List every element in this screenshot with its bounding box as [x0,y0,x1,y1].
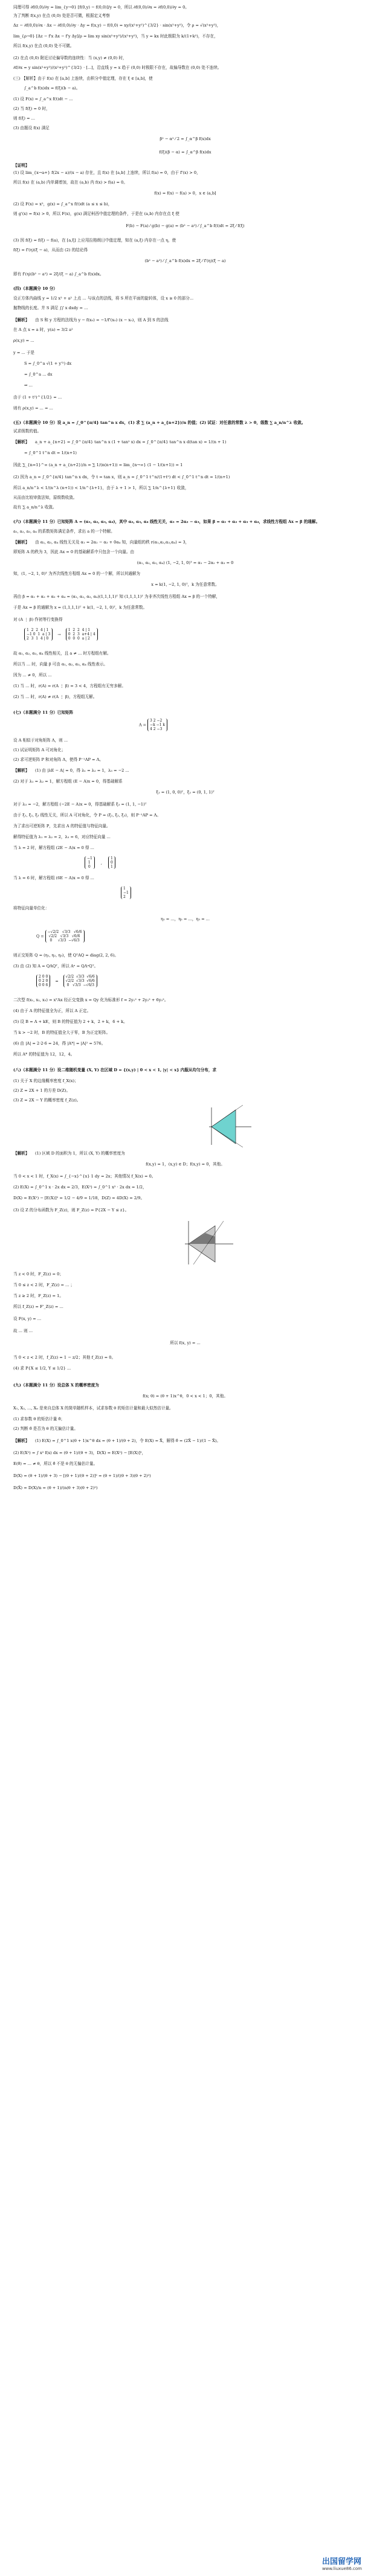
s7-line-12: 当 λ = 6 时，解方程组 (6E − A)x = 0 得 ... [13,876,94,880]
s4-line-5: ρ(x,y) = ... [13,338,34,343]
s2-line-7: 则 f(ξ) = ... [13,116,35,121]
s7-line-18: (4) 由于 A 的特征值全为正，所以 A 正定。 [13,1008,91,1013]
watermark-brand: 出国留学网 [321,2557,361,2566]
s5-line-7: 从而由比较审敛法知，原级数收敛。 [13,495,77,500]
s8-line-12: 当 z ≥ 2 时，F_Z(z) = 1。 [13,1293,63,1298]
s5-line-6: 所以 a_n/n^λ < 1/(n^λ (n+1)) < 1/n^{λ+1}，由于 λ + 1 > 1，所以 ∑ 1/n^{λ+1} 收敛， [13,485,189,490]
s2-line-2: ∂f/∂x = y sin(x²+y²)/(x²+y²)^{3/2} · [...]，沿直线 y = x 趋于 (0,0) 时极限不存在，故偏导数在 (0,0) 处不连续。 [13,65,222,70]
s9-line-9: D(X̄) = D(X)/n = (θ + 1)/(n(θ + 3)(θ + 2)²) [13,1485,98,1490]
s6-line-12: 因为 ... ≠ 0，所以 ... [13,673,52,678]
s5-line-2: a_n + a_{n+2} = ∫_0^{π/4} tan^n x (1 + tan² x) dx = ∫_0^{π/4} tan^n x d(tan x) = 1/(n + 1) [35,440,227,444]
s9-line-7: E(θ̂) = ... ≠ θ，所以 θ̂ 不是 θ 的无偏估计量。 [13,1461,98,1466]
s7-line-11: 当 λ = 2 时，解方程组 (2E − A)x = 0 得 ... [13,845,94,850]
s6-line-4: (α₁, α₂, α₃, α₄) (1, −2, 1, 0)ᵀ = α₁ − 2α₂ + α₃ = 0 [137,560,234,565]
s4-heading: (四)（本题满分 10 分） [13,286,57,291]
s3-line-4: (2) 设 F(x) = x²，g(x) = ∫_a^x f(t)dt (a ≤ x ≤ b)， [13,202,112,207]
s9-heading: (九)（本题满分 11 分）设总体 X 的概率密度为 [13,1383,99,1388]
s7-line-15: 则正交矩阵 Q = (η₁, η₂, η₃)，使 QᵀAQ = diag(2, 2, 6)。 [13,953,119,958]
s7-matrix-a: A = 3 2 −2 −k −1 k 4 2 −3 [139,719,167,731]
s8-line-10: 当 z < 0 时，F_Z(z) = 0； [13,1272,63,1277]
s7-line-6: ξ₁ = (1, 0, 0)ᵀ，ξ₂ = (0, 1, 1)ᵀ [156,790,215,795]
s6-line-3: 即矩阵 A 的秩为 3，因此 Ax = 0 的基础解系中只包含一个向量。由 [13,549,135,554]
s7-line-22: 所以 A* 的特征值为 12，12，4。 [13,1052,75,1057]
s2-line-3: (三) 【解析】由于 f(x) 在 [a,b] 上连续，由积分中值定理，存在 ξ ∈ [a,b]，使 [13,76,153,81]
s7-eigvec-row-1: −1 1 0 , 1 0 1 [85,856,115,869]
s2-line-4: ∫_a^b f(x)dx = f(ξ)(b − a)。 [24,86,80,91]
s3-heading: 【证明】 [13,163,30,168]
s4-line-1: 设正方体内曲线 y = 1/2 x² + a² 上点 ... 与该点的法线，将 S 所在平面的旋转体，设 x ≥ 0 的部分... [13,296,194,301]
s8-solution-label: 【解析】 [13,1151,30,1156]
s9-line-2: X₁, X₂, ..., Xₙ 是来自总体 X 的简单随机样本，试求参数 θ 的矩估计量和最大似然估计量。 [13,1406,173,1411]
s3-line-6: F(b) − F(a) ⁄ g(b) − g(a) = (b² − a²) ⁄ ∫_a^b f(t)dt = 2ξ ⁄ f(ξ) [126,223,245,228]
s2-line-1: (2) 在点 (0,0) 附近讨论偏导数的连续性：当 (x,y) ≠ (0,0) 时， [13,56,127,60]
region-z-figure [181,1219,236,1267]
s7-line-14: η₁ = ...，η₂ = ...，η₃ = ... [161,917,210,921]
s4-line-10: 由于 (1 + t²)^{1/2} = ... [13,395,62,400]
s7-line-19: (5) 设 B = A + kE，则 B 的特征值为 2 + k，2 + k，6 + k。 [13,1019,128,1024]
s9-line-1: f(x; θ) = (θ + 1)x^θ，0 < x < 1；0，其他。 [143,1394,228,1399]
s4-line-9: ⇒ ... [24,383,33,388]
s7-line-20: 当 k > −2 时，B 的特征值全大于零，B 为正定矩阵。 [13,1030,111,1035]
s6-line-10: 故 α₁, α₂, α₃, α₄ 线性相关，且 a ≠ ... 时方程组有解。 [13,651,111,656]
s9-line-5: (1) E(X) = ∫_0^1 x(θ + 1)x^θ dx = (θ + 1)/(θ + 2)，令 E(X) = X̄，解得 θ̂ = (2X̄ − 1)/(1 − X̄)。 [35,1438,221,1443]
s7-line-3: (2) 求可逆矩阵 P 和对角阵 Λ，使得 P⁻¹AP = Λ。 [13,757,103,762]
s8-line-4: (1) 区域 D 的面积为 1，所以 (X, Y) 的概率密度为 [35,1151,125,1156]
s5-heading: (五)（本题满分 10 分）设 a_n = ∫_0^{π/4} tan^n x dx，(1) 求 ∑ (a_n + a_{n+2})/n 的值；(2) 试证：对任意的常数 λ > 0，级数 ∑ a_n/n^λ 收敛。 [13,420,306,425]
s5-line-1: 试求级数的值。 [13,429,42,434]
s4-solution-label: 【解析】 [13,318,30,322]
s6-line-8: 于是 Ax = β 的通解为 x = (1,1,1,1)ᵀ + k(1, −2, 1, 0)ᵀ，k 为任意常数。 [13,605,147,610]
region-d-figure [205,1105,254,1147]
s6-line-2: 由 α₂, α₃, α₄ 线性无关及 α₁ = 2α₂ − α₃ + 0α₄ 知，向量组的秩 r(α₁,α₂,α₃,α₄) = 3， [35,540,190,545]
s2-line-8: (3) 由题设 f(x) 满足 [13,126,50,130]
augmented-matrix: 1 2 2 4 | 1 −1 0 1 a | 3 2 3 1 4 | 0 [24,628,53,641]
s7-line-17: 二次型 f(x₁, x₂, x₃) = xᵀAx 经正交变换 x = Qy 化为标准形 f = 2y₁² + 2y₂² + 6y₃²。 [13,998,169,1002]
s8-line-16: 所以 f(x, y) = ... [170,1341,201,1345]
s1-line-5: 所以 f(x,y) 在点 (0,0) 处不可微。 [13,43,74,48]
s8-line-3: (3) Z = 2X − Y 的概率密度 f_Z(z)。 [13,1098,81,1103]
s5-line-5: (2) 因为 a_n = ∫_0^{π/4} tan^n x dx，令 t = tan x，则 a_n = ∫_0^1 t^n/(1+t²) dt < ∫_0^1 t^n dt = 1/(n+1) [13,475,230,479]
s3-line-2: 所以 f(x) 在 (a,b) 内单调增加，故在 (a,b) 内 f(x) > f(a) = 0。 [13,180,128,185]
s9-line-4: (2) 判断 θ̂ 是否为 θ 的无偏估计量。 [13,1426,78,1431]
s8-line-5: f(x,y) = 1，(x,y) ∈ D；f(x,y) = 0，其他。 [146,1162,225,1167]
s7-diag-matrix: 2 0 0 0 2 0 0 0 6 = √2/2 √3/3 √6/6 √2/2 √3/3 √6/6 0 √3/3 −√6/3 [36,975,97,987]
s9-line-3: (1) 求参数 θ 的矩估计量 θ̂； [13,1417,65,1421]
s7-line-5: (2) 对于 λ₁ = λ₂ = 1，解方程组 (E − A)x = 0，得基础解系 [13,779,123,784]
s3-line-5: 则 g'(x) = f(x) > 0，所以 F(x)，g(x) 满足柯西中值定理的条件，于是在 (a,b) 内存在点 ξ 使 [13,211,179,216]
s6-heading: (六)（本题满分 11 分）已知矩阵 A = (α₁, α₂, α₃, α₄)，其中 α₂, α₃, α₄ 线性无关，α₁ = 2α₂ − α₃，如果 β = α₁ + α₂ + α₃ + α₄，求线性方程组 Ax = β 的通解。 [13,519,320,524]
s5-line-3: = ∫_0^1 t^n dt = 1/(n+1) [24,450,77,455]
s7-line-1: 设 A 相似于对角矩阵 Λ，则 ... [13,738,68,743]
s4-line-11: 则有 ρ(x,y) = ... = ... [13,406,53,411]
watermark-url: www.liuxue86.com [321,2566,362,2571]
s8-line-11: 当 0 ≤ z < 2 时，F_Z(z) = ... ； [13,1283,75,1287]
s8-line-18: (4) 求 P{X ≤ 1/2, Y ≤ 1/2} ... [13,1366,71,1371]
s4-line-7: S = ∫_0^a √(1 + y'²) dx [24,361,72,366]
s8-line-13: 所以 f_Z(z) = F'_Z(z) = ... [13,1304,63,1309]
s3-line-3: f(x) = f(x) − f(a) > 0，x ∈ (a,b] [154,191,216,196]
s4-line-8: = ∫_0^a ... dx [24,372,53,377]
s7-line-4: (1) 由 |λE − A| = 0，得 λ₁ = λ₂ = 1，λ₃ = −2 ... [35,768,129,773]
s6-line-11: 所以当 ... 时，向量 β 可由 α₁, α₂, α₃, α₄ 线性表示。 [13,662,108,667]
s7-line-8: 由于 ξ₁, ξ₂, ξ₃ 线性无关，所以 A 可对角化，令 P = (ξ₁, ξ₂, ξ₃)，则 P⁻¹AP = Λ。 [13,813,161,818]
s7-line-7: 对于 λ₃ = −2，解方程组 (−2E − A)x = 0，得基础解系 ξ₃ = (1, 1, −1)ᵀ [13,802,147,807]
s4-line-6: y = ... 于是 [13,350,35,355]
reduced-matrix: 1 2 2 4 | 1 0 2 3 a+4 | 4 0 0 0 a | 2 [66,628,98,641]
s2-formula-1: β² − α² ⁄ 2 = ∫_α^β f(x)dx [160,136,211,141]
s7-eigvec-row-2: 1 −1 2 [121,886,131,899]
s1-line-2: 为了判断 f(x,y) 在点 (0,0) 处是否可微，根据定义考察 [13,13,110,18]
s6-line-6: x = k(1, −2, 1, 0)ᵀ，k 为任意常数。 [151,582,219,587]
s7-line-21: (6) 由 |A| = 2·2·6 = 24，得 |A*| = |A|² = 576。 [13,1041,106,1046]
site-watermark [322,2555,362,2571]
s8-line-2: (2) Z = 2X + 1 的方差 D(Z)。 [13,1088,71,1093]
s6-line-5: 知，(1, −2, 1, 0)ᵀ 为齐次线性方程组 Ax = 0 的一个解，所以其通解为 [13,571,140,576]
s9-line-8: D(X) = (θ + 1)/(θ + 3) − [(θ + 1)/(θ + 2)]² = (θ + 1)/((θ + 3)(θ + 2)²) [13,1473,151,1478]
s1-line-1: 同理可得 ∂f(0,0)/∂y = lim_{y→0} [f(0,y) − f(0,0)]/y = 0，所以 ∂f(0,0)/∂x = ∂f(0,0)/∂y = 0。 [13,5,189,10]
s5-solution-label: 【解析】 [13,440,30,444]
s6-line-1: a₁, a₂, a₃, a₄ 的系数矩阵满足条件，求出 a 的一个特解。 [13,529,115,534]
s2-line-6: (2) 当 f(ξ) = 0 时， [13,106,50,111]
s7-orth-matrix: Q = −√2/2 √3/3 √6/6 √2/2 √3/3 √6/6 0 √3/3 −√6/3 [36,930,85,943]
s8-heading: (八)（本题满分 11 分）设二维随机变量 (X, Y) 在区域 D = {(x,y) | 0 < x < 1, |y| < x} 内服从均匀分布，求 [13,1068,217,1072]
s7-line-13: 将特征向量单位化： [13,906,50,911]
s6-solution-label: 【解析】 [13,540,30,545]
s7-line-2: (1) 试证明矩阵 A 可对角化； [13,748,66,752]
s8-line-7: (2) E(X) = ∫_0^1 x · 2x dx = 2/3，E(X²) = ∫_0^1 x² · 2x dx = 1/2， [13,1185,147,1190]
s8-line-15: 故 ... 则 ... [13,1328,33,1333]
s7-solution-label: 【解析】 [13,768,30,773]
s3-line-10: 即有 f'(η)(b² − a²) = 2ξ/(ξ − a) ∫_a^b f(x)dx。 [13,272,104,277]
s3-line-1: (1) 设 lim_{x→a+} f(2x − a)/(x − a) 存在，且 f(x) 在 [a,b] 上连续，所以 f(a) = 0，由于 f'(x) > 0， [13,170,201,175]
s4-line-2: 抛物线的长度。并 S 满足 ∫∫ x dxdy = ... [13,306,88,310]
s2-formula-2: f(ξ)(β − α) = ∫_α^β f(x)dx [159,150,211,155]
s1-line-3: Δz − ∂f(0,0)/∂x · Δx − ∂f(0,0)/∂y · Δy = f(x,y) − f(0,0) = xy/(x²+y²)^{3/2} · sin(x²+y²)，令 ρ = √(x²+y²)， [13,23,221,28]
s7-line-10: 解得特征值为 λ₁ = λ₂ = 2，λ₃ = 6，对应特征向量 ... [13,835,111,839]
s6-line-14: (2) 当 ... 时，r(A) ≠ r(A ⋮ β)，方程组无解。 [13,694,97,699]
s6-line-9: 对 (A ⋮ β) 作初等行变换得 [13,617,63,622]
s3-line-8: f(ξ) = f'(η)(ξ − a)，从而由 (2) 的结论得 [13,248,88,252]
s7-heading: (七)（本题满分 11 分）已知矩阵 [13,710,74,715]
s8-line-6: 当 0 < x < 1 时，f_X(x) = ∫_{−x}^{x} 1 dy = 2x；其他情况 f_X(x) = 0。 [13,1174,156,1179]
s4-line-3: 由 S 和 y 方程的法线为 y − f(x₀) = −1/f'(x₀) (x − x₀)，则 A 到 S 的法线 [35,318,169,322]
s8-line-1: (1) 关于 X 的边缘概率密度 f_X(x)； [13,1078,79,1083]
s8-line-9: (3) 设 Z 的分布函数为 F_Z(z)，则 F_Z(z) = P{2X − Y ≤ z}。 [13,1208,129,1213]
s3-line-9: (b² − a²) ⁄ ∫_a^b f(x)dx = 2ξ ⁄ f'(η)(ξ − a) [144,258,226,263]
s8-line-14: 设 F(x, y) = ... [13,1316,42,1321]
s6-matrix-row: 1 2 2 4 | 1 −1 0 1 a | 3 2 3 1 4 | 0 → 1 2 2 4 | 1 0 2 3 a+4 | 4 0 0 0 a | 2 [24,628,98,641]
s8-line-8: D(X) = E(X²) − [E(X)]² = 1/2 − 4/9 = 1/18，D(Z) = 4D(X) = 2/9。 [13,1196,145,1200]
s5-line-4: 因此 ∑_{n=1}^∞ (a_n + a_{n+2})/n = ∑ 1/(n(n+1)) = lim_{n→∞} (1 − 1/(n+1)) = 1 [13,463,183,467]
s9-solution-label: 【解析】 [13,1438,30,1443]
s7-line-16: (3) 由 (2) 知 A = QΛQᵀ，所以 Aⁿ = QΛⁿQᵀ。 [13,964,98,969]
s6-line-7: 再由 β = α₁ + α₂ + α₃ + α₄ = (α₁, α₂, α₃, α₄)(1,1,1,1)ᵀ 知 (1,1,1,1)ᵀ 为非齐次线性方程组 Ax = β 的一个特解， [13,594,221,599]
s8-line-17: 当 0 < z < 2 时，f_Z(z) = 1 − z/2；其他 f_Z(z) = 0。 [13,1355,116,1360]
region-d [211,1110,236,1144]
s4-line-4: 在 A 点 x = a 时，y(a) = 3/2 a² [13,327,73,332]
s5-line-8: 故有 ∑ a_n/n^λ 收敛。 [13,505,57,510]
s1-line-4: lim_{ρ→0} [Δz − f'x Δx − f'y Δy]/ρ = lim xy sin(x²+y²)/(x²+y²)，当 y = kx 时此极限为 k/(1+k²)，不存在， [13,34,218,39]
s3-line-7: (3) 因 f(ξ) = f(ξ) − f(a)，在 [a,ξ] 上应用拉格朗日中值定理，知在 (a,ξ) 内存在一点 η，使 [13,238,176,243]
s6-line-13: (1) 当 ... 时，r(A) = r(A ⋮ β) = 3 < 4，方程组有无穷多解。 [13,684,126,688]
s9-line-6: (2) E(X²) = ∫ x² f(x) dx = (θ + 1)/(θ + 3)，D(X) = E(X²) − [E(X)]²， [13,1450,146,1455]
s2-line-5: (1) 设 F(x) = ∫_a^x f(t)dt − ... [13,97,73,101]
s7-line-9: 为了求出可逆矩阵 P，先求出 A 的特征值与特征向量。 [13,824,111,828]
